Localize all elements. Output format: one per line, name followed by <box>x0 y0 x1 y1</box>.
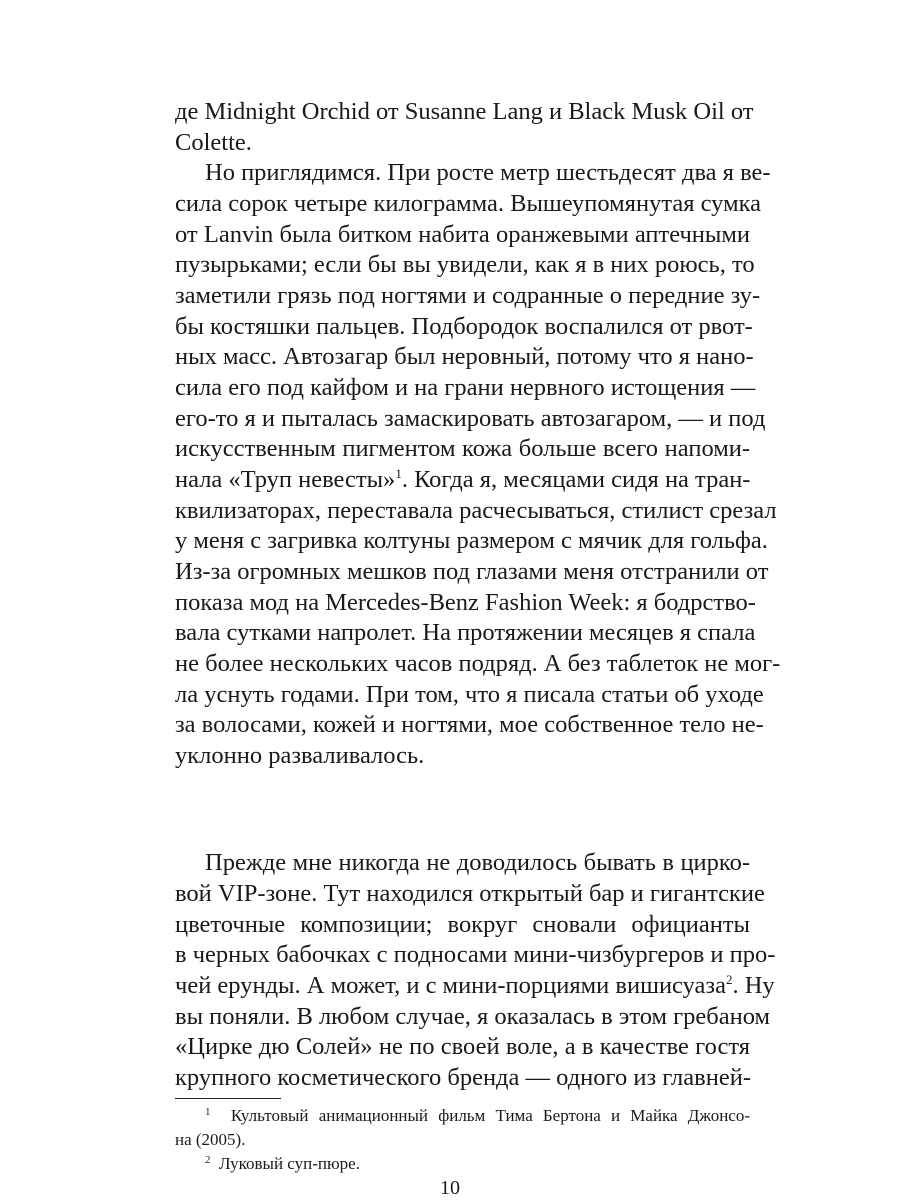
footnote-2 <box>205 1152 750 1176</box>
text-line: Из-за огромных мешков под глазами меня отстранили от <box>175 558 769 585</box>
text-line: де Midnight Orchid от Susanne Lang и Black Musk Oil от <box>175 98 754 125</box>
text-line <box>175 464 750 495</box>
text-line: цветочные композиции; вокруг сновали официанты <box>175 911 750 938</box>
footnote-ref-1: 1 <box>395 466 402 481</box>
footnote-1 <box>205 1104 750 1128</box>
text-line: квилизаторах, переставала расчесываться, стилист срезал <box>175 497 777 524</box>
footnote-1-continued: на (2005). <box>175 1130 246 1149</box>
footnote-text: Луковый суп-пюре. <box>219 1154 360 1173</box>
text-line: ных масс. Автозагар был неровный, потому что я нано- <box>175 343 754 370</box>
text-span: . Когда я, месяцами сидя на тран- <box>401 466 751 493</box>
text-line: не более нескольких часов подряд. А без таблеток не мог- <box>175 650 781 677</box>
text-line: уклонно разваливалось. <box>175 742 425 769</box>
footnote-number: 2 <box>205 1154 211 1166</box>
text-line: за волосами, кожей и ногтями, мое собственное тело не- <box>175 711 764 738</box>
text-line: бы костяшки пальцев. Подбородок воспалился от рвот- <box>175 313 753 340</box>
text-span: нала «Труп невесты» <box>175 466 396 493</box>
page-number: 10 <box>440 1177 460 1199</box>
text-line: искусственным пигментом кожа больше всего напоми- <box>175 435 750 462</box>
text-span: чей ерунды. А может, и с мини-порциями вишисуаза <box>175 972 726 999</box>
text-line: ла уснуть годами. При том, что я писала статьи об уходе <box>175 681 764 708</box>
footnote-divider <box>175 1098 281 1099</box>
text-line: заметили грязь под ногтями и содранные о передние зу- <box>175 282 761 309</box>
footnote-number: 1 <box>205 1106 211 1118</box>
text-line: сила сорок четыре килограмма. Вышеупомянутая сумка <box>175 190 761 217</box>
text-line: «Цирке дю Солей» не по своей воле, а в качестве гостя <box>175 1033 750 1060</box>
text-line: Colette. <box>175 129 252 156</box>
text-line: от Lanvin была битком набита оранжевыми аптечными <box>175 221 750 248</box>
footnote-text: Культовый анимационный фильм Тима Бертона и Майка Джонсо- <box>230 1106 751 1125</box>
text-line: вы поняли. В любом случае, я оказалась в этом гребаном <box>175 1003 771 1030</box>
text-line: его-то я и пыталась замаскировать автозагаром, — и под <box>175 405 766 432</box>
text-line: сила его под кайфом и на грани нервного истощения — <box>175 374 756 401</box>
text-line: Прежде мне никогда не доводилось бывать в цирко- <box>205 849 750 876</box>
text-span: . Ну <box>732 972 775 999</box>
text-line: у меня с загривка колтуны размером с мячик для гольфа. <box>175 527 768 554</box>
text-line: в черных бабочках с подносами мини-чизбургеров и про- <box>175 941 776 968</box>
text-line: показа мод на Mercedes-Benz Fashion Week: я бодрство- <box>175 589 756 616</box>
text-line: Но приглядимся. При росте метр шестьдесят два я ве- <box>205 159 771 186</box>
text-line: пузырьками; если бы вы увидели, как я в них роюсь, то <box>175 251 755 278</box>
text-line: крупного косметического бренда — одного из главней- <box>175 1064 751 1091</box>
text-line: вой VIP-зоне. Тут находился открытый бар и гигантские <box>175 880 765 907</box>
footnote-ref-2: 2 <box>725 972 733 987</box>
text-line <box>175 970 775 1001</box>
text-line: вала сутками напролет. На протяжении месяцев я спала <box>175 619 756 646</box>
